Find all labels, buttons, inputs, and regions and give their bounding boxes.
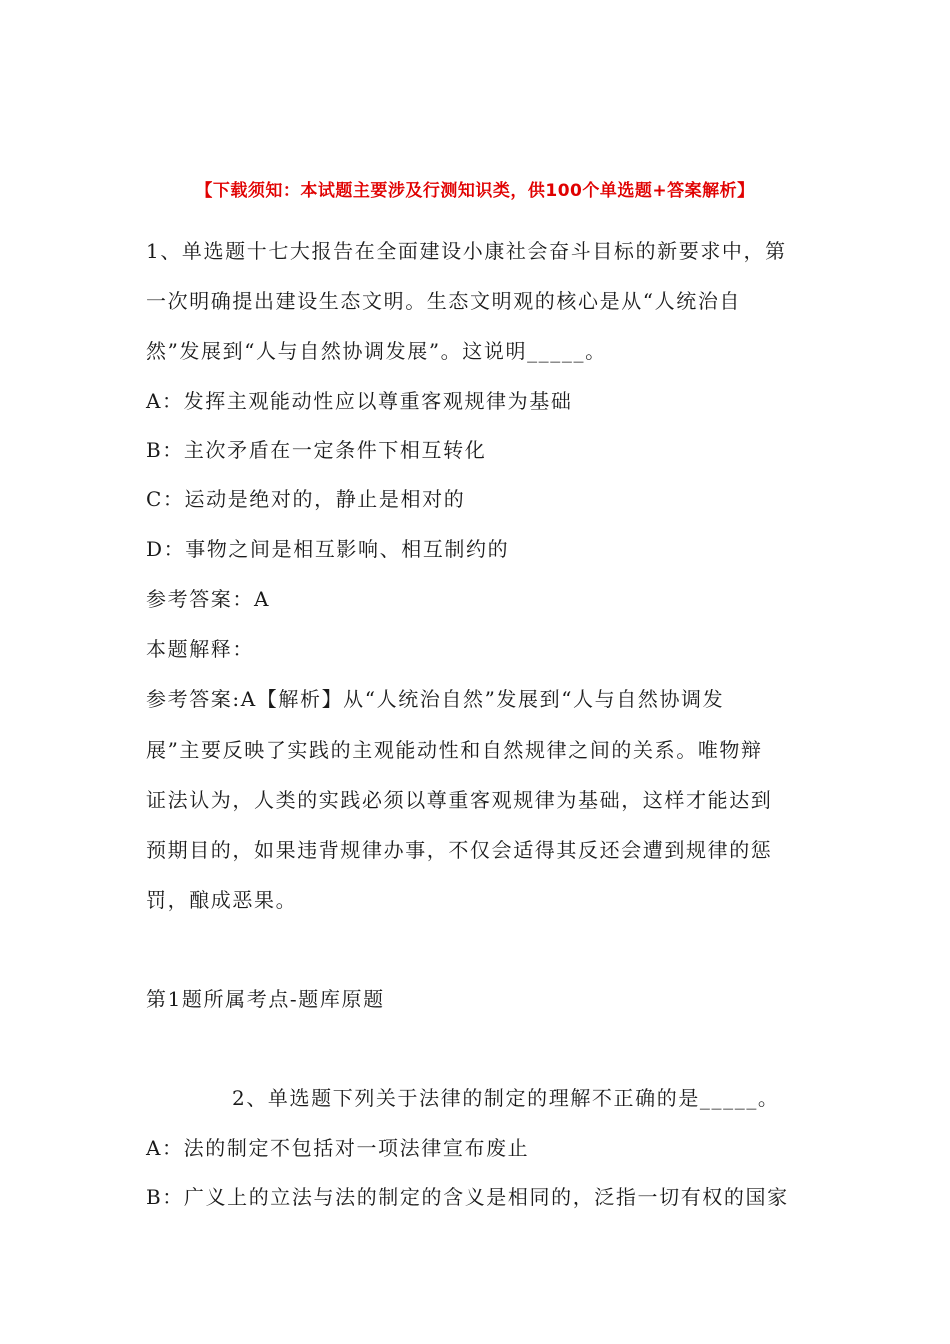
q1-explanation-line-4: 预期目的，如果违背规律办事，不仅会适得其反还会遭到规律的惩 <box>146 838 773 862</box>
q1-explanation-label: 本题解释： <box>146 637 254 661</box>
q2-option-a: A：法的制定不包括对一项法律宣布废止 <box>146 1136 530 1160</box>
download-notice: 【下载须知：本试题主要涉及行测知识类，供100个单选题+答案解析】 <box>195 181 755 201</box>
q1-explanation-line-1: 参考答案:A【解析】从“人统治自然”发展到“人与自然协调发 <box>146 687 725 711</box>
q1-option-a: A：发挥主观能动性应以尊重客观规律为基础 <box>146 389 573 413</box>
q1-stem-line-3: 然”发展到“人与自然协调发展”。这说明_____。 <box>146 339 607 363</box>
q1-option-b: B：主次矛盾在一定条件下相互转化 <box>146 438 487 462</box>
q1-explanation-line-3: 证法认为，人类的实践必须以尊重客观规律为基础，这样才能达到 <box>146 788 773 812</box>
q1-topic: 第1题所属考点-题库原题 <box>146 987 385 1011</box>
q1-option-d: D：事物之间是相互影响、相互制约的 <box>146 537 510 561</box>
q1-option-c: C：运动是绝对的，静止是相对的 <box>146 487 466 511</box>
q1-stem-line-2: 一次明确提出建设生态文明。生态文明观的核心是从“人统治自 <box>146 289 742 313</box>
q1-answer: 参考答案：A <box>146 587 271 611</box>
q2-option-b: B：广义上的立法与法的制定的含义是相同的，泛指一切有权的国家 <box>146 1185 789 1209</box>
q1-explanation-line-5: 罚，酿成恶果。 <box>146 888 298 912</box>
q1-explanation-line-2: 展”主要反映了实践的主观能动性和自然规律之间的关系。唯物辩 <box>146 738 763 762</box>
q2-stem: 2、单选题下列关于法律的制定的理解不正确的是_____。 <box>232 1086 780 1110</box>
q1-stem-line-1: 1、单选题十七大报告在全面建设小康社会奋斗目标的新要求中，第 <box>146 239 787 263</box>
